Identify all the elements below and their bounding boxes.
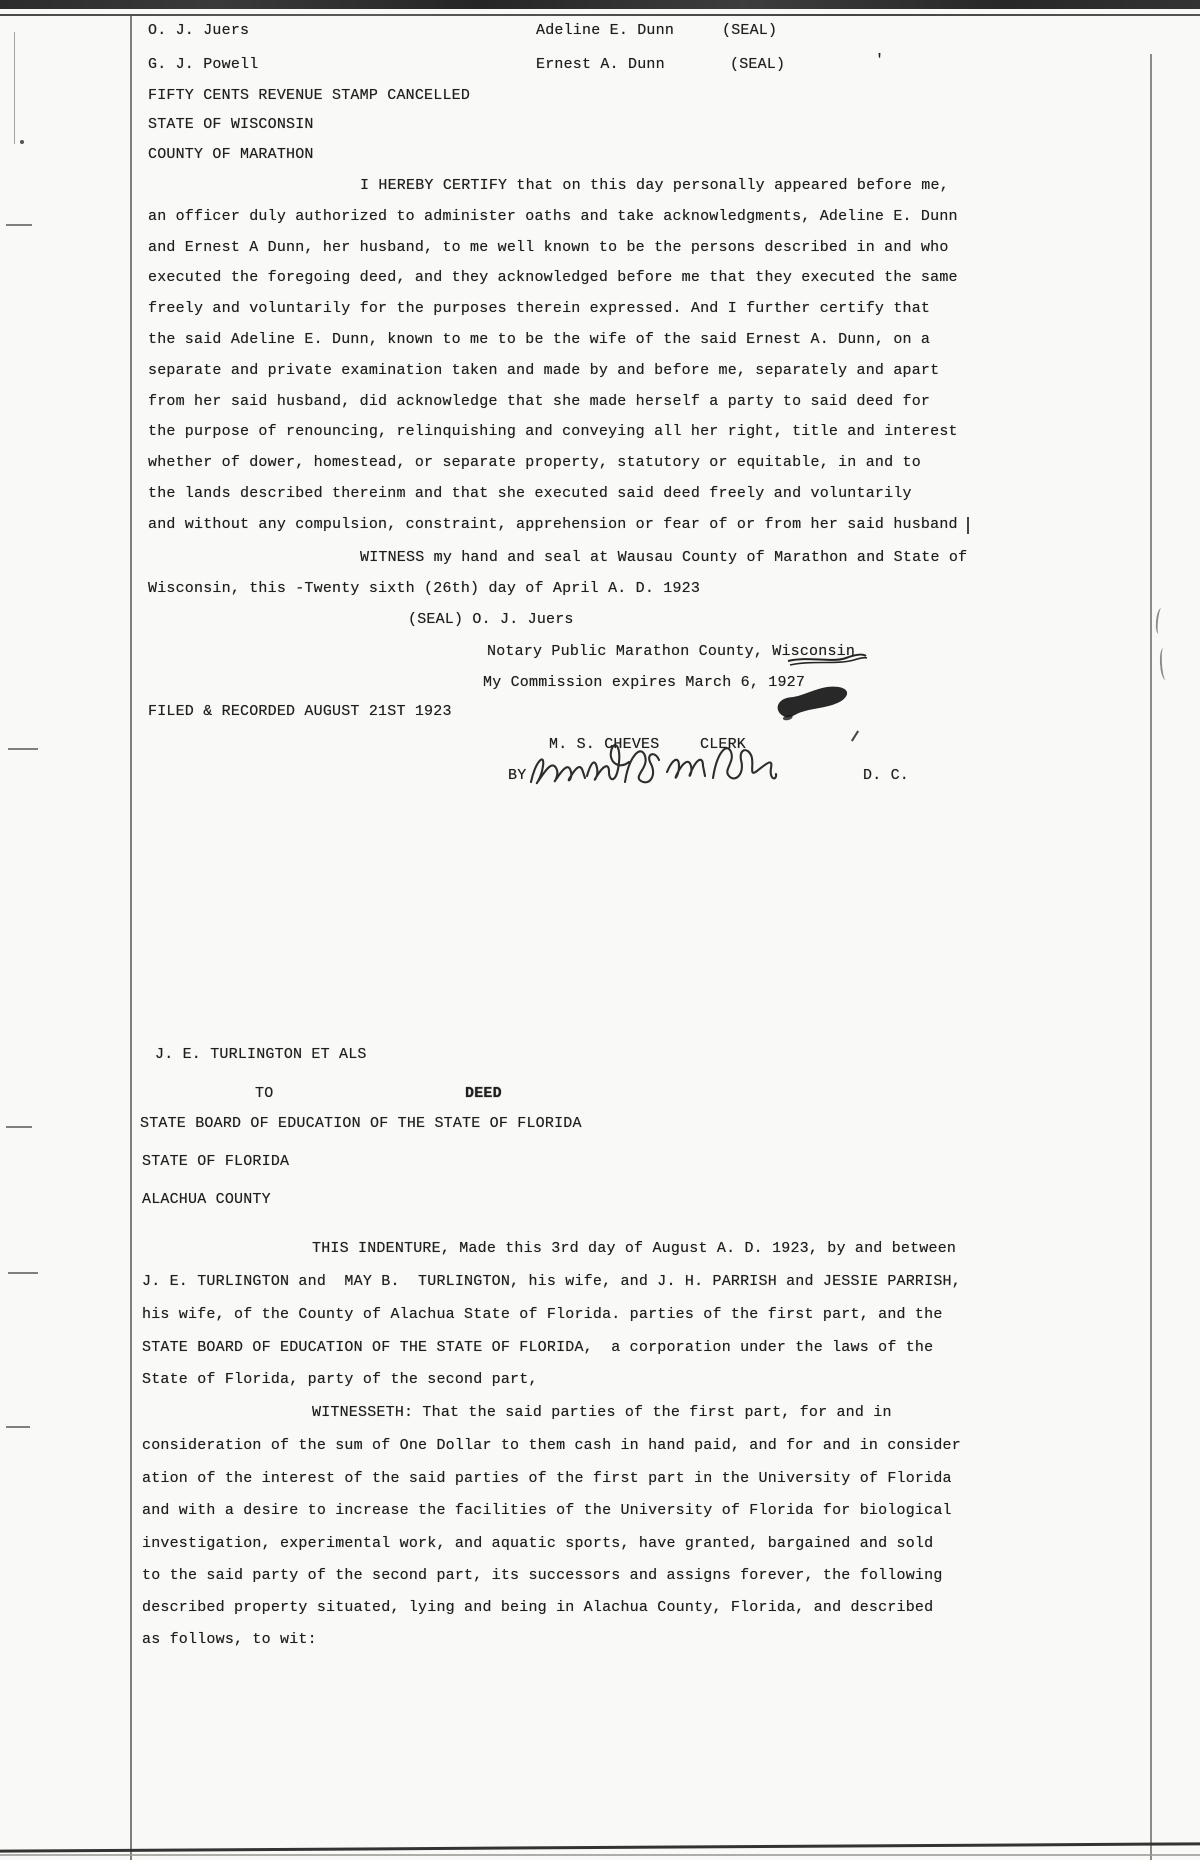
bottom-border-shadow	[0, 1854, 1200, 1856]
wisconsin-acknowledgment-line: M. S. CHEVES	[549, 736, 660, 753]
turlington-deed-line: ation of the interest of the said parties of the first part in the University of Florida	[142, 1470, 952, 1487]
turlington-deed-line: as follows, to wit:	[142, 1631, 317, 1648]
wisconsin-acknowledgment-line: (SEAL)	[722, 22, 778, 39]
turlington-deed-line: STATE BOARD OF EDUCATION OF THE STATE OF FLORIDA, a corporation under the laws of the	[142, 1339, 934, 1356]
pen-tick-mark	[851, 730, 859, 741]
edge-pen-mark	[1155, 608, 1166, 635]
wisconsin-acknowledgment-line: executed the foregoing deed, and they acknowledged before me that they executed the same	[148, 269, 958, 286]
margin-dash	[8, 748, 38, 750]
wisconsin-acknowledgment-line: freely and voluntarily for the purposes therein expressed. And I further certify that	[148, 300, 931, 317]
wisconsin-acknowledgment-line: and without any compulsion, constraint, apprehension or fear of or from her said husband	[148, 516, 958, 533]
wisconsin-acknowledgment-line: WITNESS my hand and seal at Wausau County of Marathon and State of	[360, 549, 968, 566]
turlington-deed-line: TO	[255, 1085, 274, 1102]
wisconsin-acknowledgment-line: O. J. Juers	[148, 22, 250, 39]
wisconsin-acknowledgment-line: My Commission expires March 6, 1927	[483, 674, 806, 691]
wisconsin-acknowledgment-line: (SEAL)	[730, 56, 786, 73]
turlington-deed-line: his wife, of the County of Alachua State of Florida. parties of the first part, and the	[142, 1306, 943, 1323]
turlington-deed-line: STATE BOARD OF EDUCATION OF THE STATE OF FLORIDA	[140, 1115, 582, 1132]
wisconsin-acknowledgment-line: (SEAL) O. J. Juers	[408, 611, 574, 628]
turlington-deed-line: State of Florida, party of the second part,	[142, 1371, 538, 1388]
wisconsin-acknowledgment-line: I HEREBY CERTIFY that on this day personally appeared before me,	[360, 177, 949, 194]
turlington-deed-line: J. E. TURLINGTON ET ALS	[155, 1046, 367, 1063]
turlington-deed-line: DEED	[465, 1085, 502, 1102]
turlington-deed-line: investigation, experimental work, and aquatic sports, have granted, bargained and sold	[142, 1535, 934, 1552]
margin-dash	[6, 224, 32, 226]
wisconsin-acknowledgment-line: CLERK	[700, 736, 747, 753]
wisconsin-acknowledgment-line: STATE OF WISCONSIN	[148, 116, 314, 133]
wisconsin-acknowledgment-line: an officer duly authorized to administer oaths and take acknowledgments, Adeline E. Dunn	[148, 208, 958, 225]
wisconsin-acknowledgment-line: whether of dower, homestead, or separate property, statutory or equitable, in and to	[148, 454, 921, 471]
wisconsin-acknowledgment-line: separate and private examination taken and made by and before me, separately and apart	[148, 362, 940, 379]
wisconsin-acknowledgment-line: '	[875, 52, 885, 69]
margin-ink-dot	[20, 140, 24, 144]
left-margin-rule	[130, 16, 132, 1860]
wisconsin-acknowledgment-line: Wisconsin, this -Twenty sixth (26th) day of April A. D. 1923	[148, 580, 701, 597]
wisconsin-acknowledgment-line: Notary Public Marathon County, Wisconsin	[487, 643, 856, 660]
right-margin-rule	[1150, 54, 1152, 1860]
wisconsin-acknowledgment-line: the lands described thereinm and that she executed said deed freely and voluntarily	[148, 485, 912, 502]
margin-dash	[6, 1126, 32, 1128]
wisconsin-acknowledgment-line: the purpose of renouncing, relinquishing and conveying all her right, title and interest	[148, 423, 958, 440]
top-border-line	[0, 14, 1200, 16]
turlington-deed-line: WITNESSETH: That the said parties of the first part, for and in	[312, 1404, 892, 1421]
wisconsin-acknowledgment-line: FIFTY CENTS REVENUE STAMP CANCELLED	[148, 87, 471, 104]
turlington-deed-line: ALACHUA COUNTY	[142, 1191, 271, 1208]
wisconsin-acknowledgment-line: G. J. Powell	[148, 56, 259, 73]
turlington-deed-line: described property situated, lying and being in Alachua County, Florida, and described	[142, 1599, 934, 1616]
wisconsin-acknowledgment-line: D. C.	[863, 767, 910, 784]
wisconsin-acknowledgment-line: FILED & RECORDED AUGUST 21ST 1923	[148, 703, 452, 720]
wisconsin-acknowledgment-line: COUNTY OF MARATHON	[148, 146, 314, 163]
turlington-deed-line: consideration of the sum of One Dollar to them cash in hand paid, and for and in consider	[142, 1437, 961, 1454]
turlington-deed-line: STATE OF FLORIDA	[142, 1153, 290, 1170]
margin-scratch-line	[14, 32, 15, 144]
turlington-deed-line: J. E. TURLINGTON and MAY B. TURLINGTON, his wife, and J. H. PARRISH and JESSIE PARRISH,	[142, 1273, 961, 1290]
bottom-border-line	[0, 1842, 1200, 1852]
wisconsin-acknowledgment-line: the said Adeline E. Dunn, known to me to be the wife of the said Ernest A. Dunn, on a	[148, 331, 931, 348]
margin-dash	[6, 1426, 30, 1428]
turlington-deed-line: THIS INDENTURE, Made this 3rd day of August A. D. 1923, by and between	[312, 1240, 957, 1257]
top-border-band	[0, 0, 1200, 9]
turlington-deed-line: to the said party of the second part, its successors and assigns forever, the following	[142, 1567, 943, 1584]
wisconsin-acknowledgment-line: from her said husband, did acknowledge that she made herself a party to said deed for	[148, 393, 931, 410]
edge-tick-mark	[967, 517, 969, 534]
wisconsin-acknowledgment-line: and Ernest A Dunn, her husband, to me well known to be the persons described in and who	[148, 239, 949, 256]
margin-dash	[8, 1272, 38, 1274]
wisconsin-acknowledgment-line: BY	[508, 767, 527, 784]
edge-pen-mark	[1159, 648, 1170, 681]
wisconsin-acknowledgment-line: Adeline E. Dunn	[536, 22, 675, 39]
turlington-deed-line: and with a desire to increase the facilities of the University of Florida for biological	[142, 1502, 952, 1519]
wisconsin-acknowledgment-line: Ernest A. Dunn	[536, 56, 665, 73]
